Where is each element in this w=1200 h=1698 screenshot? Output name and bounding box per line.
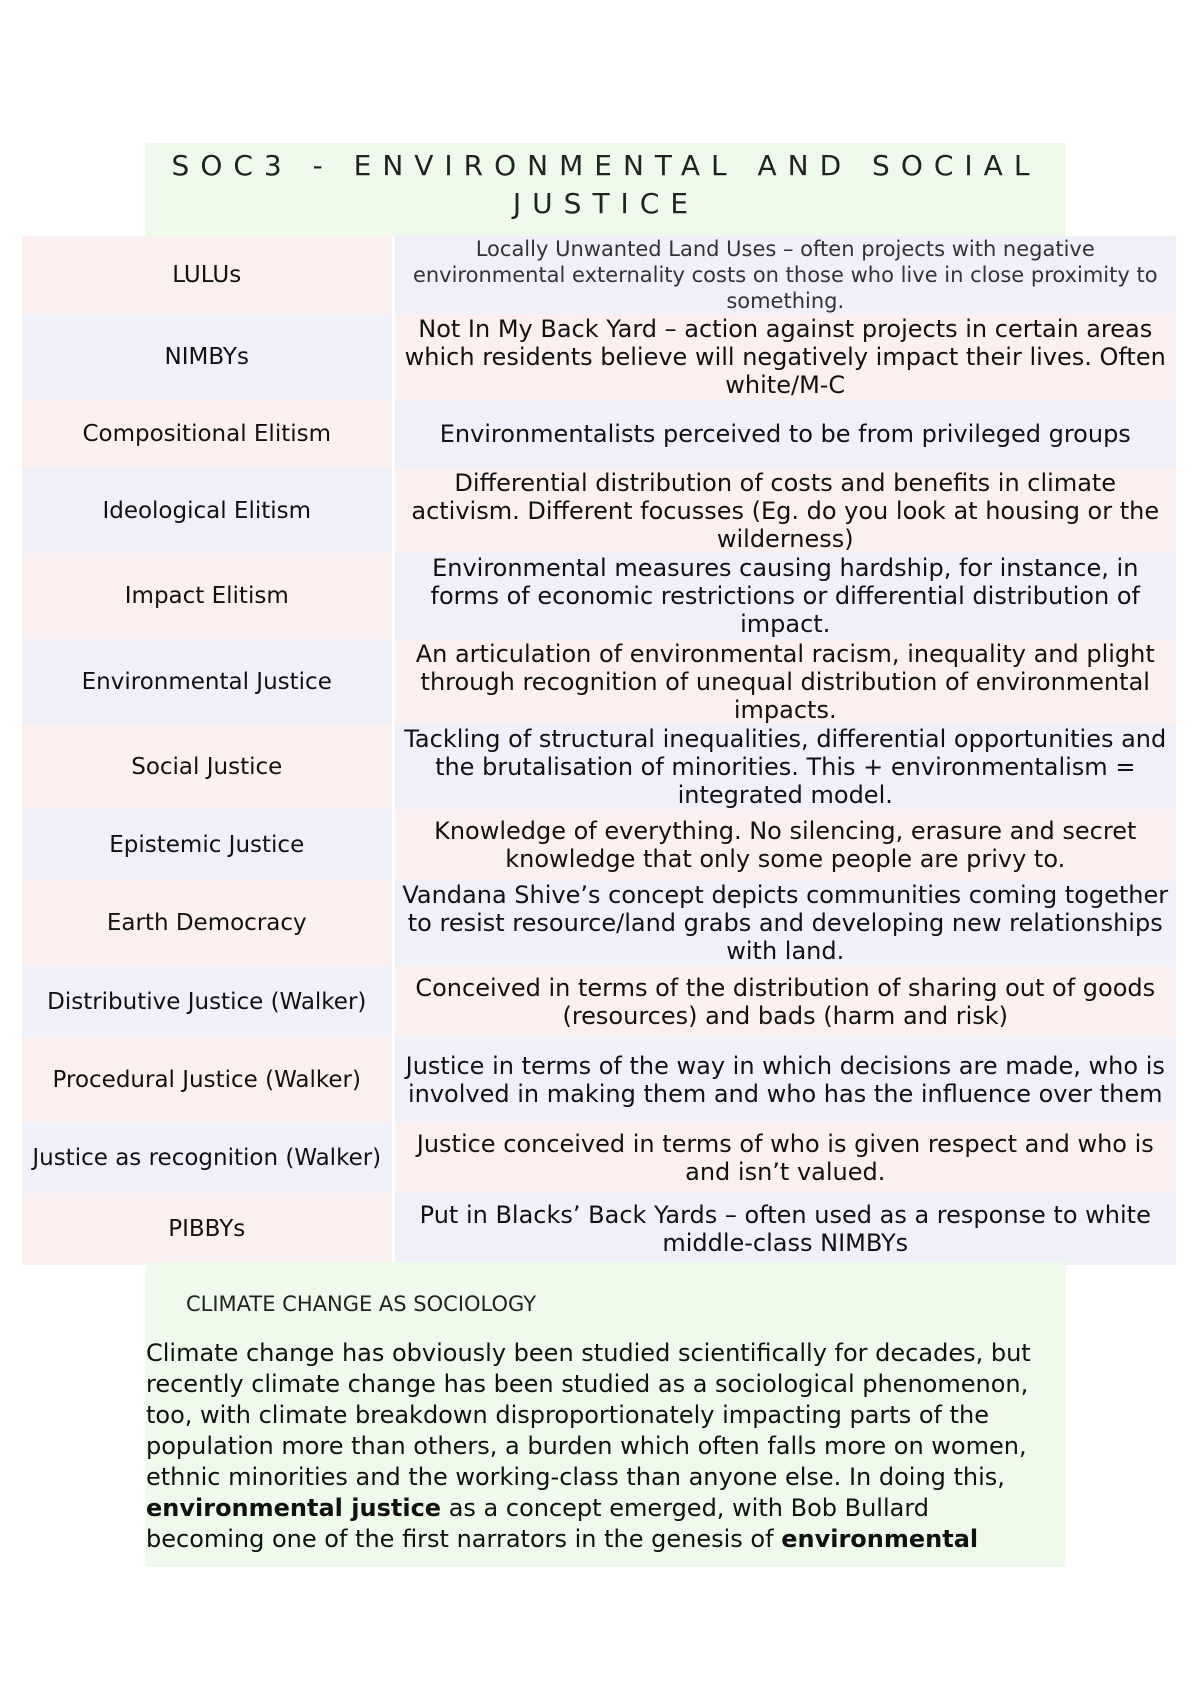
definition-cell: Put in Blacks’ Back Yards – often used as a response to white middle-class NIMBYs (393, 1193, 1176, 1265)
term-cell: Impact Elitism (22, 553, 393, 639)
term-cell: PIBBYs (22, 1193, 393, 1265)
term-cell: NIMBYs (22, 314, 393, 400)
definition-cell: Environmental measures causing hardship, for instance, in forms of economic restrictions or differential distribution of impact. (393, 553, 1176, 639)
term-cell: Distributive Justice (Walker) (22, 966, 393, 1037)
title-box (146, 143, 1066, 236)
definition-cell: Locally Unwanted Land Uses – often projects with negative environmental externality costs on those who live in close proximity to something. (393, 236, 1176, 314)
table-row (22, 1122, 1176, 1193)
definition-cell: An articulation of environmental racism, inequality and plight through recognition of unequal distribution of environmental impacts. (393, 639, 1176, 724)
section-paragraph (146, 1338, 1051, 1555)
term-cell: Procedural Justice (Walker) (22, 1037, 393, 1122)
emphasis-text: environmental (781, 1525, 979, 1553)
table-row (22, 1193, 1176, 1265)
term-cell: LULUs (22, 236, 393, 314)
definition-cell: Justice in terms of the way in which decisions are made, who is involved in making them and who has the influence over them (393, 1037, 1176, 1122)
table-row (22, 639, 1176, 724)
term-cell: Ideological Elitism (22, 468, 393, 553)
definition-cell: Environmentalists perceived to be from privileged groups (393, 400, 1176, 468)
term-cell: Justice as recognition (Walker) (22, 1122, 393, 1193)
term-cell: Epistemic Justice (22, 809, 393, 880)
table-row (22, 966, 1176, 1037)
glossary-table (22, 236, 1176, 1265)
definition-cell: Knowledge of everything. No silencing, erasure and secret knowledge that only some people are privy to. (393, 809, 1176, 880)
definition-cell: Vandana Shive’s concept depicts communities coming together to resist resource/land grabs and developing new relationships with land. (393, 880, 1176, 966)
table-row (22, 880, 1176, 966)
definition-cell: Tackling of structural inequalities, differential opportunities and the brutalisation of minorities. This + environmentalism = integrated model. (393, 724, 1176, 809)
emphasis-text: environmental justice (146, 1494, 442, 1522)
term-cell: Earth Democracy (22, 880, 393, 966)
definition-cell: Justice conceived in terms of who is given respect and who is and isn’t valued. (393, 1122, 1176, 1193)
term-cell: Environmental Justice (22, 639, 393, 724)
section-heading: CLIMATE CHANGE AS SOCIOLOGY (186, 1292, 537, 1316)
table-row (22, 236, 1176, 314)
table-row (22, 1037, 1176, 1122)
table-row (22, 314, 1176, 400)
table-row (22, 400, 1176, 468)
table-row (22, 724, 1176, 809)
paragraph-text: as a concept emerged, with Bob Bullard becoming one of the first narrators in the genesis of (146, 1494, 930, 1553)
paragraph-text: Climate change has obviously been studied scientifically for decades, but recently climate change has been studied as a sociological phenomenon, too, with climate breakdown disproportionately impacting parts of the population more than others, a burden which often falls more on women, ethnic minorities and the working-class than anyone else. In doing this, (146, 1339, 1031, 1491)
definition-cell: Not In My Back Yard – action against projects in certain areas which residents believe will negatively impact their lives. Often white/M-C (393, 314, 1176, 400)
table-row (22, 809, 1176, 880)
climate-change-section (146, 1262, 1066, 1567)
document-title: SOC3 - ENVIRONMENTAL AND SOCIAL JUSTICE (171, 149, 1041, 220)
term-cell: Social Justice (22, 724, 393, 809)
term-cell: Compositional Elitism (22, 400, 393, 468)
table-row (22, 553, 1176, 639)
definition-cell: Conceived in terms of the distribution of sharing out of goods (resources) and bads (harm and risk) (393, 966, 1176, 1037)
definition-cell: Differential distribution of costs and benefits in climate activism. Different focusses (Eg. do you look at housing or the wilderness) (393, 468, 1176, 553)
table-row (22, 468, 1176, 553)
